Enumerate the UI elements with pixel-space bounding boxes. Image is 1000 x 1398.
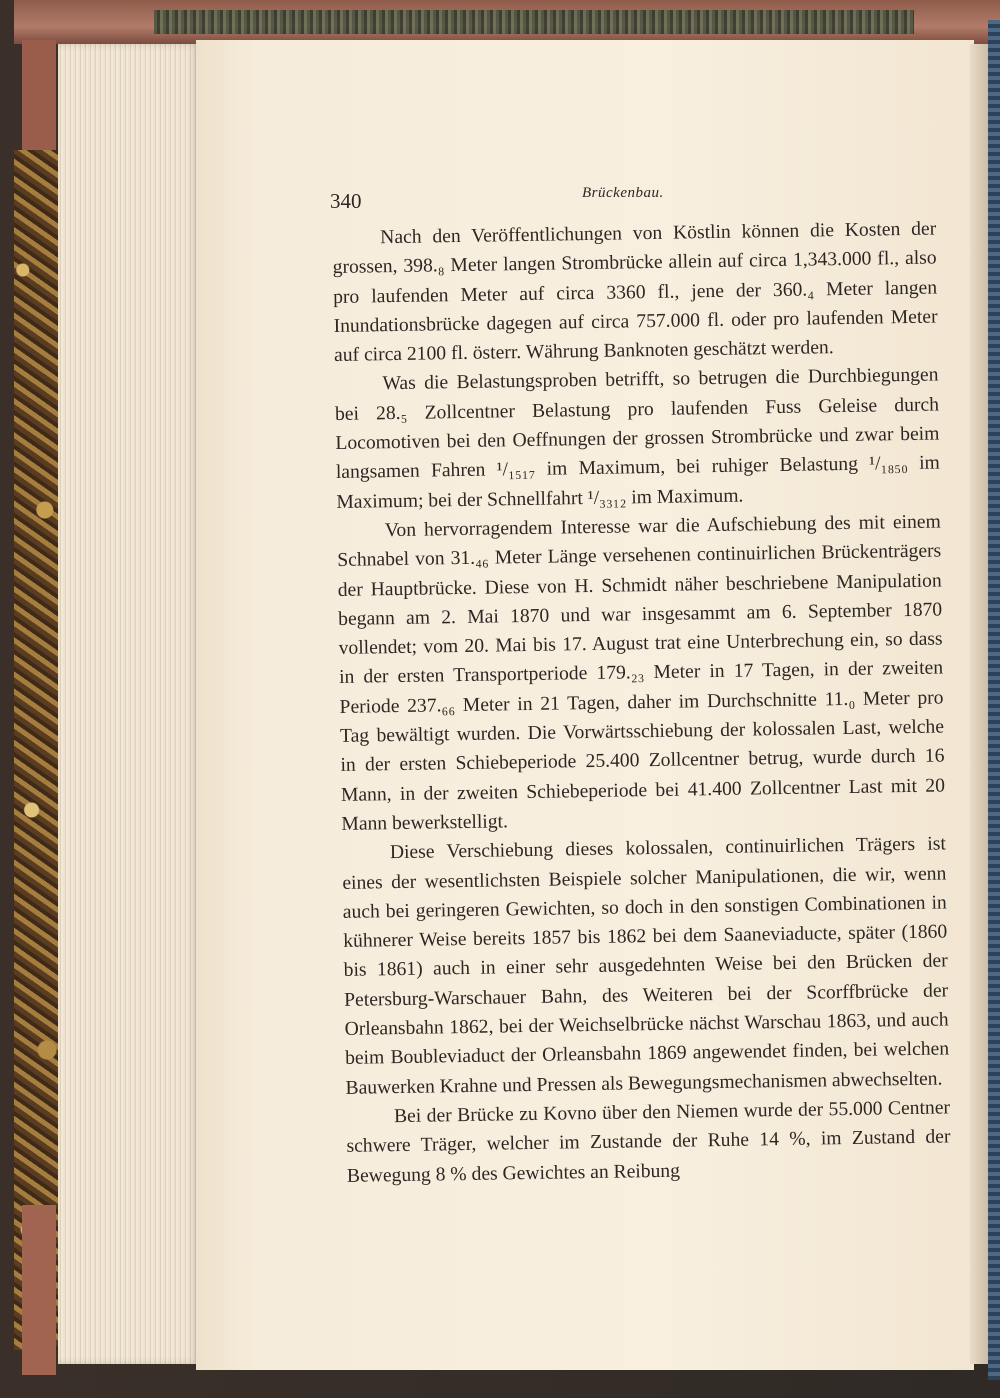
page-edges-stack <box>58 44 200 1364</box>
paragraph: Was die Belastungsproben betrifft, so betrugen die Durchbiegungen bei 28.₅ Zollcentner Belastung pro laufenden Fuss Geleise durch Locomotiven bei den Oeffnungen der grossen Strombrücke und zwar beim langsamen Fahren ¹/₁₅₁₇ im Maximum, bei ruhiger Belastung ¹/₁₈₅₀ im Maximum; bei der Schnellfahrt ¹/₃₃₁₂ im Maximum. <box>334 364 940 513</box>
marbled-cover <box>14 150 60 1350</box>
paragraph: Diese Verschiebung dieses kolossalen, continuirlichen Trägers ist eines der wesentlichsten Beispiele solcher Manipulationen, die wir, wenn auch bei geringeren Gewichten, so doch in den sonstigen Combinationen in kühnerer Weise bereits 1857 bis 1862 bei dem Saaneviaducte, später (1860 bis 1861) auch in einer sehr ausgedehnten Weise bei den Brücken der Petersburg-Warschauer Bahn, des Weiteren bei der Scorffbrücke der Orleansbahn 1862, bei der Weichselbrücke nächst Warschau 1863, und auch beim Boubleviaduct der Orleansbahn 1869 angewendet finden, bei welchen Bauwerken Krahne und Pressen als Bewegungsmechanismen abwechselten. <box>342 833 950 1099</box>
cover-top <box>14 0 1000 44</box>
running-title: Brückenbau. <box>582 185 664 201</box>
page-right-edge <box>970 44 988 1364</box>
cover-top-band <box>154 10 914 34</box>
body-text <box>332 215 951 1191</box>
paragraph: Bei der Brücke zu Kovno über den Niemen wurde der 55.000 Centner schwere Träger, welcher im Zustande der Ruhe 14 %, im Zustand der Bewegung 8 % des Gewichtes an Reibung <box>346 1097 951 1187</box>
cover-corner-top <box>22 40 56 160</box>
cover-right-edge <box>988 20 1000 1380</box>
cover-corner-bottom <box>22 1205 56 1375</box>
page-header <box>330 185 940 215</box>
paragraph: Von hervorragendem Interesse war die Aufschiebung des mit einem Schnabel von 31.₄₆ Meter Länge versehenen continuirlichen Brückenträgers der Hauptbrücke. Diese von H. Schmidt näher beschriebene Manipulation begann am 2. Mai 1870 und war insgesammt am 6. September 1870 vollendet; vom 20. Mai bis 17. August trat eine Unterbrechung ein, so dass in der ersten Transportperiode 179.₂₃ Meter in 17 Tagen, in der zweiten Periode 237.₆₆ Meter in 21 Tagen, daher im Durchschnitte 11.₀ Meter pro Tag bewältigt wurden. Die Vorwärtsschiebung der kolossalen Last, welche in der ersten Schiebeperiode 25.400 Zollcentner betrug, wurde durch 16 Mann, in der zweiten Schiebeperiode bei 41.400 Zollcentner Last mit 20 Mann bewerkstelligt. <box>337 511 946 835</box>
page-number: 340 <box>330 189 362 213</box>
paragraph: Nach den Veröffentlichungen von Köstlin können die Kosten der grossen, 398.₈ Meter langen Strombrücke allein auf circa 1,343.000 fl., also pro laufenden Meter auf circa 3360 fl., jene der 360.₄ Meter langen Inundationsbrücke dagegen auf circa 757.000 fl. oder pro laufenden Meter auf circa 2100 fl. österr. Währung Banknoten geschätzt werden. <box>332 218 938 367</box>
